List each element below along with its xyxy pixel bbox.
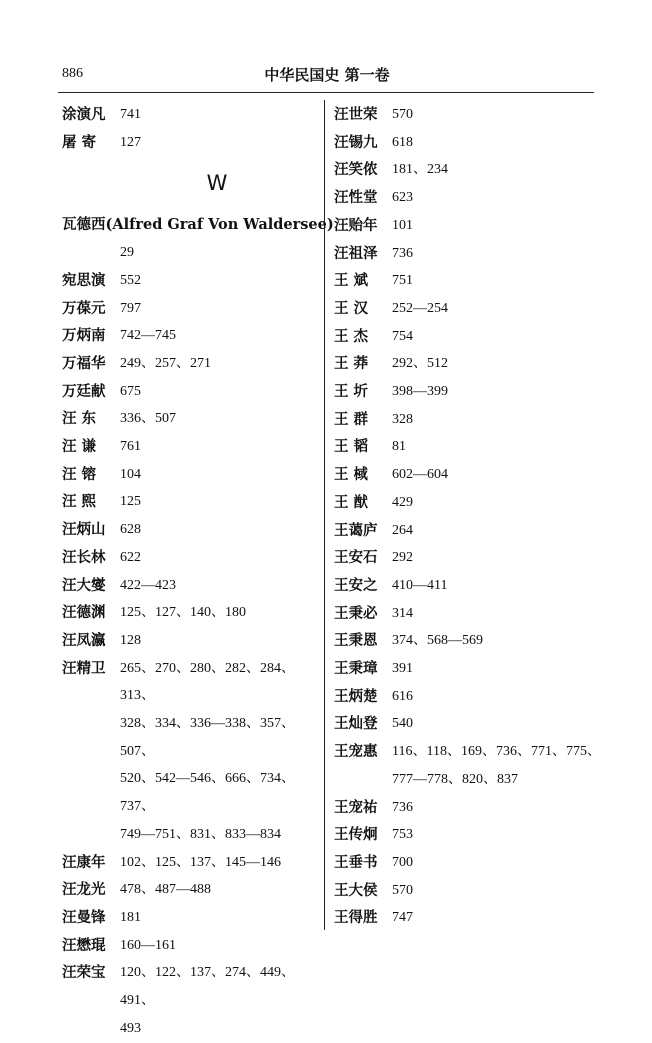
index-entry bbox=[334, 240, 604, 268]
entry-name: 王宠祐 bbox=[334, 798, 378, 816]
running-title: 中华民国史 第一卷 bbox=[264, 66, 390, 84]
page-reference-line: 264 bbox=[392, 522, 413, 538]
entry-name: 汪曼锋 bbox=[62, 908, 106, 926]
entry-pages bbox=[392, 101, 604, 129]
page-reference-line: 570 bbox=[392, 107, 413, 122]
entry-pages bbox=[392, 849, 604, 877]
index-entry bbox=[62, 876, 324, 904]
entry-pages bbox=[392, 904, 604, 932]
page-reference-line: 120、122、137、274、449、491、 bbox=[120, 965, 295, 1009]
index-entry bbox=[334, 544, 604, 572]
index-entry bbox=[334, 433, 604, 461]
entry-pages bbox=[120, 129, 324, 157]
entry-pages bbox=[120, 627, 324, 655]
index-entry bbox=[62, 211, 334, 239]
index-entry bbox=[334, 517, 604, 545]
page-reference-line: 249、257、271 bbox=[120, 355, 211, 371]
index-entry bbox=[334, 378, 604, 406]
index-entry bbox=[62, 904, 324, 932]
entry-name: 王灿登 bbox=[334, 715, 378, 733]
page-reference-line: 429 bbox=[392, 494, 413, 510]
page-reference-line: 700 bbox=[392, 854, 413, 870]
index-entry bbox=[62, 405, 324, 433]
index-entry bbox=[62, 932, 324, 960]
entry-pages bbox=[392, 267, 604, 295]
entry-pages bbox=[392, 600, 604, 628]
page-reference-line: 736 bbox=[392, 799, 413, 815]
header-rule bbox=[58, 92, 594, 93]
entry-pages bbox=[120, 295, 324, 323]
entry-name: 汪 熙 bbox=[62, 493, 97, 511]
index-entry bbox=[62, 378, 324, 406]
entry-name: 汪锡九 bbox=[334, 133, 378, 151]
page-reference-line: 622 bbox=[120, 549, 141, 565]
page-reference-line: 81 bbox=[392, 439, 406, 455]
index-entry bbox=[334, 821, 604, 849]
page-reference-line: 741 bbox=[120, 107, 141, 122]
index-entry bbox=[62, 599, 324, 627]
index-entry bbox=[62, 101, 324, 129]
index-entry bbox=[334, 323, 604, 351]
index-entry bbox=[62, 129, 324, 157]
page-reference-line: 761 bbox=[120, 439, 141, 455]
index-entry bbox=[334, 710, 604, 738]
index-column-left bbox=[62, 101, 334, 1043]
entry-name: 汪祖泽 bbox=[334, 244, 378, 262]
index-entry bbox=[334, 461, 604, 489]
page-reference-line: 623 bbox=[392, 190, 413, 206]
index-entry bbox=[334, 406, 604, 434]
page-reference-line: 520、542—546、666、734、737、 bbox=[120, 771, 295, 815]
index-entry bbox=[334, 655, 604, 683]
entry-name: 王传炯 bbox=[334, 826, 378, 844]
entry-name: 屠 寄 bbox=[62, 133, 97, 151]
entry-pages bbox=[120, 516, 324, 544]
page-reference-line: 398—399 bbox=[392, 384, 448, 400]
entry-pages bbox=[392, 461, 604, 489]
entry-name: 汪德渊 bbox=[62, 604, 106, 622]
entry-name: 王炳楚 bbox=[334, 687, 378, 705]
index-entry bbox=[334, 683, 604, 711]
entry-name: 王 杰 bbox=[334, 327, 369, 345]
index-entry bbox=[62, 488, 324, 516]
entry-name: 王 韬 bbox=[334, 438, 369, 456]
entry-name: 汪荣宝 bbox=[62, 964, 106, 982]
entry-pages bbox=[120, 488, 324, 516]
index-entry bbox=[334, 295, 604, 323]
entry-name: 汪 镕 bbox=[62, 465, 97, 483]
index-entry bbox=[334, 212, 604, 240]
index-entry bbox=[334, 904, 604, 932]
entry-name: 王秉必 bbox=[334, 604, 378, 622]
index-entry bbox=[334, 738, 604, 793]
entry-pages bbox=[392, 821, 604, 849]
page-reference-line: 125、127、140、180 bbox=[120, 605, 246, 621]
entry-name: 王垂书 bbox=[334, 853, 378, 871]
page-reference-line: 292、512 bbox=[392, 356, 448, 372]
page-reference-line: 328、334、336—338、357、507、 bbox=[120, 716, 295, 759]
entry-pages bbox=[392, 572, 604, 600]
page-reference-line: 127 bbox=[120, 134, 141, 150]
entry-pages bbox=[120, 904, 324, 932]
page-reference-line: 181、234 bbox=[392, 162, 448, 178]
entry-pages bbox=[392, 378, 604, 406]
page-reference-line: 101 bbox=[392, 217, 413, 233]
page-reference-line: 374、568—569 bbox=[392, 633, 483, 649]
index-entry bbox=[334, 849, 604, 877]
entry-name: 王大侯 bbox=[334, 881, 378, 899]
page-reference-line: 410—411 bbox=[392, 577, 448, 593]
index-entry bbox=[62, 461, 324, 489]
page-reference-line: 552 bbox=[120, 272, 141, 288]
index-entry bbox=[62, 322, 324, 350]
entry-name: 汪凤瀛 bbox=[62, 631, 106, 649]
index-entry bbox=[334, 101, 604, 129]
page-reference-line: 628 bbox=[120, 522, 141, 538]
page-reference-line: 747 bbox=[392, 910, 413, 926]
entry-name: 汪笑侬 bbox=[334, 161, 378, 179]
index-entry bbox=[334, 489, 604, 517]
page-reference-line: 128 bbox=[120, 632, 141, 648]
entry-pages bbox=[392, 295, 604, 323]
page-reference-line: 292 bbox=[392, 550, 413, 566]
index-entry bbox=[62, 516, 324, 544]
entry-name: 王 猷 bbox=[334, 493, 369, 511]
page-reference-line: 540 bbox=[392, 716, 413, 732]
page-reference-line: 742—745 bbox=[120, 328, 176, 344]
entry-name: 王秉璋 bbox=[334, 660, 378, 678]
index-entry bbox=[62, 655, 324, 849]
index-entry bbox=[334, 627, 604, 655]
index-entry bbox=[62, 267, 324, 295]
index-entry bbox=[334, 156, 604, 184]
entry-pages bbox=[392, 738, 604, 793]
page-reference-line: 125 bbox=[120, 494, 141, 510]
entry-name: 汪贻年 bbox=[334, 216, 378, 234]
entry-name: 万炳南 bbox=[62, 327, 106, 345]
entry-name: 汪龙光 bbox=[62, 881, 106, 899]
entry-pages bbox=[392, 156, 604, 184]
page-header bbox=[62, 62, 592, 88]
entry-pages bbox=[392, 544, 604, 572]
page-number: 886 bbox=[62, 66, 83, 81]
entry-pages bbox=[392, 489, 604, 517]
entry-name: 汪精卫 bbox=[62, 659, 106, 677]
index-entry bbox=[62, 627, 324, 655]
index-entry bbox=[334, 184, 604, 212]
entry-pages bbox=[120, 322, 324, 350]
page-reference-line: 797 bbox=[120, 300, 141, 316]
page-reference-line: 751 bbox=[392, 273, 413, 289]
page-reference-line: 675 bbox=[120, 383, 141, 399]
entry-pages bbox=[120, 876, 324, 904]
entry-name: 汪世荣 bbox=[334, 106, 378, 123]
entry-name: 汪懋琨 bbox=[62, 936, 106, 954]
entry-pages bbox=[120, 101, 324, 129]
entry-pages bbox=[120, 267, 324, 295]
entry-pages bbox=[120, 932, 324, 960]
page-reference-line: 314 bbox=[392, 605, 413, 621]
entry-pages bbox=[120, 461, 324, 489]
entry-pages bbox=[392, 877, 604, 905]
entry-name: 瓦德西(Alfred Graf Von Waldersee) bbox=[62, 216, 334, 234]
index-entry bbox=[334, 794, 604, 822]
entry-pages bbox=[392, 517, 604, 545]
entry-pages bbox=[120, 433, 324, 461]
entry-name: 王 莽 bbox=[334, 355, 369, 373]
entry-pages bbox=[120, 350, 324, 378]
entry-pages bbox=[120, 849, 324, 877]
page-reference-line: 777—778、820、837 bbox=[392, 771, 518, 787]
page-reference-line: 602—604 bbox=[392, 467, 448, 483]
entry-name: 王 斌 bbox=[334, 272, 369, 290]
page-reference-line: 570 bbox=[392, 882, 413, 898]
entry-name: 王安之 bbox=[334, 576, 378, 594]
page-reference-line: 616 bbox=[392, 688, 413, 704]
index-entry bbox=[62, 959, 324, 1042]
page-reference-line: 422—423 bbox=[120, 577, 176, 593]
entry-pages bbox=[392, 433, 604, 461]
entry-pages bbox=[392, 794, 604, 822]
entry-name: 涂演凡 bbox=[62, 106, 106, 123]
index-entry bbox=[334, 877, 604, 905]
entry-name: 王 圻 bbox=[334, 383, 369, 401]
entry-pages bbox=[120, 378, 324, 406]
index-entry bbox=[334, 129, 604, 157]
entry-name: 王安石 bbox=[334, 549, 378, 567]
entry-name: 王宠惠 bbox=[334, 743, 378, 761]
entry-name: 王 汉 bbox=[334, 299, 369, 317]
entry-name: 汪 东 bbox=[62, 410, 97, 428]
entry-name: 汪长林 bbox=[62, 548, 106, 566]
page-reference-line: 116、118、169、736、771、775、 bbox=[392, 744, 601, 760]
entry-pages bbox=[392, 184, 604, 212]
page-reference-line: 252—254 bbox=[392, 300, 448, 316]
entry-name: 万福华 bbox=[62, 354, 106, 372]
entry-name: 汪炳山 bbox=[62, 521, 106, 539]
section-letter: W bbox=[206, 171, 228, 196]
entry-name: 汪 谦 bbox=[62, 438, 97, 456]
entry-pages bbox=[392, 406, 604, 434]
page-reference-line: 736 bbox=[392, 245, 413, 261]
index-entry bbox=[62, 572, 324, 600]
page-reference-line: 749—751、831、833—834 bbox=[120, 826, 281, 842]
entry-name: 王 群 bbox=[334, 410, 369, 428]
page-reference-line: 754 bbox=[392, 328, 413, 344]
index-entry bbox=[62, 849, 324, 877]
page-reference-line: 160—161 bbox=[120, 937, 176, 953]
page-reference-line: 104 bbox=[120, 466, 141, 482]
entry-pages bbox=[392, 129, 604, 157]
entry-pages bbox=[392, 655, 604, 683]
entry-name: 宛思演 bbox=[62, 271, 106, 289]
entry-pages bbox=[392, 710, 604, 738]
page-reference-line: 265、270、280、282、284、313、 bbox=[120, 660, 295, 704]
index-entry bbox=[334, 572, 604, 600]
page-reference-line: 478、487—488 bbox=[120, 882, 211, 898]
index-column-right bbox=[334, 101, 604, 932]
page-reference-line: 391 bbox=[392, 661, 413, 677]
page-reference-line: 493 bbox=[120, 1020, 141, 1036]
entry-name: 王秉恩 bbox=[334, 632, 378, 650]
entry-name: 王得胜 bbox=[334, 909, 378, 927]
page-reference-line: 753 bbox=[392, 827, 413, 843]
entry-name: 汪康年 bbox=[62, 853, 106, 871]
entry-pages bbox=[392, 627, 604, 655]
entry-pages bbox=[120, 959, 324, 1042]
page-reference-line: 618 bbox=[392, 134, 413, 150]
index-entry bbox=[334, 267, 604, 295]
page-reference-line: 102、125、137、145—146 bbox=[120, 854, 281, 870]
entry-pages bbox=[392, 350, 604, 378]
page-reference-line: 181 bbox=[120, 909, 141, 925]
entry-pages bbox=[392, 683, 604, 711]
entry-pages bbox=[120, 655, 324, 849]
entry-pages bbox=[120, 544, 324, 572]
entry-pages bbox=[120, 405, 324, 433]
index-entry bbox=[62, 433, 324, 461]
entry-name: 汪大燮 bbox=[62, 576, 106, 594]
entry-pages: 29 bbox=[120, 245, 134, 261]
page-reference-line: 328 bbox=[392, 411, 413, 427]
entry-name: 王 棫 bbox=[334, 466, 369, 484]
page-reference-line: 336、507 bbox=[120, 411, 176, 427]
entry-name: 汪性堂 bbox=[334, 189, 378, 207]
entry-pages bbox=[392, 323, 604, 351]
entry-pages bbox=[120, 599, 324, 627]
index-entry bbox=[62, 350, 324, 378]
entry-pages bbox=[392, 240, 604, 268]
index-entry bbox=[334, 350, 604, 378]
entry-name: 万葆元 bbox=[62, 299, 106, 317]
index-entry bbox=[334, 600, 604, 628]
index-entry bbox=[62, 295, 324, 323]
index-entry bbox=[62, 544, 324, 572]
entry-name: 王蔼庐 bbox=[334, 521, 378, 539]
entry-name: 万廷献 bbox=[62, 382, 106, 400]
entry-pages bbox=[120, 572, 324, 600]
entry-pages bbox=[392, 212, 604, 240]
